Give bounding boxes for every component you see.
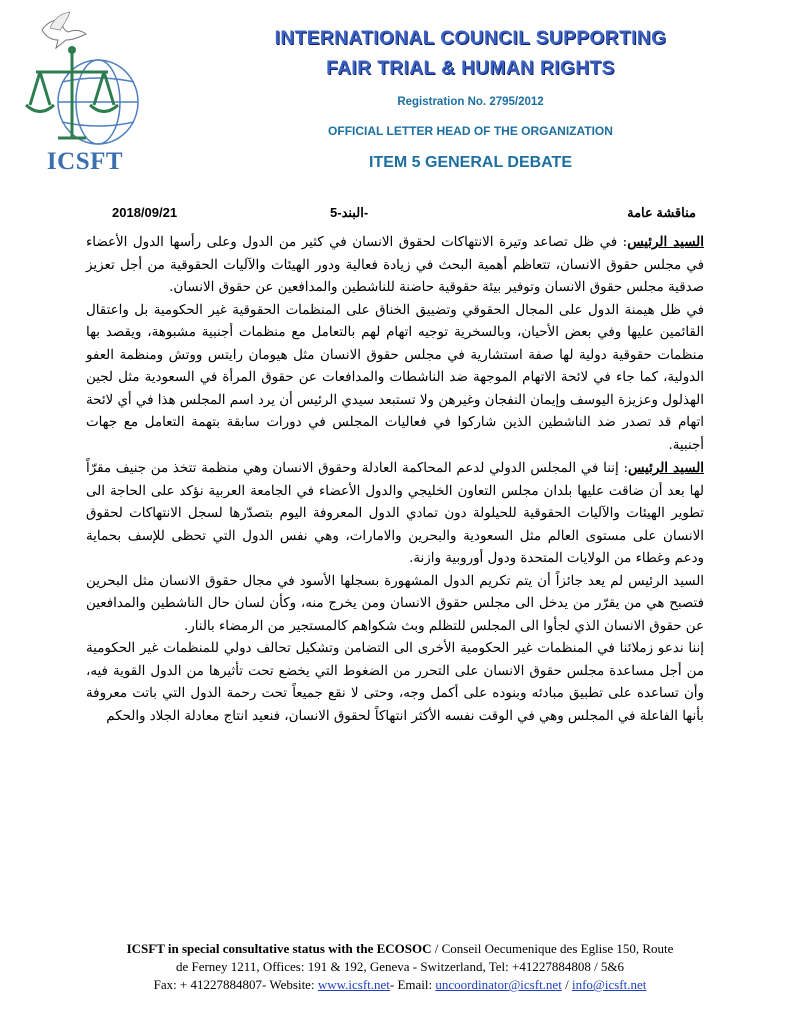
date-row	[0, 205, 791, 227]
fax-label: Fax: + 41227884807- Website:	[153, 977, 318, 992]
footer	[80, 940, 720, 994]
logo-text: ICSFT	[46, 148, 124, 175]
address-part1: / Conseil Oecumenique des Eglise 150, Route	[431, 941, 674, 956]
official-letterhead: OFFICIAL LETTER HEAD OF THE ORGANIZATION	[328, 124, 613, 138]
speaker-label: السيد الرئيس	[627, 234, 704, 250]
registration-number: Registration No. 2795/2012	[397, 96, 544, 108]
email-link-info[interactable]: info@icsft.net	[571, 977, 647, 992]
org-title-line2: FAIR TRIAL & HUMAN RIGHTS	[326, 58, 615, 79]
dove-scales-globe-icon	[20, 10, 140, 150]
item-title: ITEM 5 GENERAL DEBATE	[369, 154, 572, 171]
paragraph-1	[86, 231, 704, 300]
consultative-status: ICSFT in special consultative status with the ECOSOC	[126, 941, 432, 956]
item-label: البند-5-	[330, 205, 369, 220]
paragraph-4: السيد الرئيس لم يعد جائزاً أن يتم تكريم الدول المشهورة بسجلها الأسود في مجال حقوق الانسان مثل البحرين فتصبح هي من يقرّر من يدخل الى مجلس حقوق الانسان ومن يخرج منه، وكأن لسان حال الناشطين والمدافعين عن حقوق الانسان الذي لجأوا الى المجلس للتظلم وبث شكواهم كالمستجير من الرمضاء بالنار.	[86, 573, 704, 634]
footer-line1	[80, 940, 720, 958]
email-label: - Email:	[389, 977, 436, 992]
email-link-coordinator[interactable]: uncoordinator@icsft.net	[435, 977, 562, 992]
speaker-label: السيد الرئيس	[627, 460, 704, 476]
paragraph-2: في ظل هيمنة الدول على المجال الحقوقي وتضييق الخناق على المنظمات الحقوقية غير الحكومية بل واعتقال القائمين عليها وفي بعض الأحيان، وبالسخرية توجيه اتهام لهم بالتعامل مع منظمات أجنبية مشبوهة، ويقصد بها منظمات حقوقية دولية لها صفة استشارية في مجلس حقوق الانسان مثل هيومان رايتس ووتش ومنظمة العفو الدولية، كما جاء في لائحة الاتهام الموجهة ضد الناشطات والمدافعات عن حقوق المرأة في السعودية مثل لجين الهذلول وعزيزة اليوسف وإيمان النفجان وغيرهن ولا تستبعد سيدي الرئيس أن يرد اسم المجلس هذا في أي لائحة اتهام قد تصدر ضد الناشطين الذين شاركوا في فعاليات المجلس في دورات سابقة بتهمة التعامل مع جهات أجنبية.	[86, 302, 704, 453]
website-link[interactable]: www.icsft.net	[317, 977, 390, 992]
org-title-line1: INTERNATIONAL COUNCIL SUPPORTING	[274, 28, 667, 49]
document-date: 2018/09/21	[112, 205, 178, 220]
paragraph-text: : إننا في المجلس الدولي لدعم المحاكمة العادلة وحقوق الانسان وهي منظمة تتخذ من جنيف مقرّاً لها بعد أن ضاقت عليها بلدان مجلس التعاون الخليجي والدول الأعضاء في الجامعة العربية نؤكد على الحاجة الى تطوير الهيئات والآليات الحقوقية للحيلولة دون تمادي الدول المعروفة اليوم بتصدّرها لسجل الانتهاكات لحقوق الانسان على مستوى العالم مثل السعودية والبحرين والامارات، وهي نفس الدول التي تحظى للإسف بحماية ودعم وغطاء من الولايات المتحدة ودول أوروبية وازنة.	[86, 461, 704, 566]
paragraph-3	[86, 457, 704, 571]
general-debate-label: مناقشة عامة	[627, 205, 696, 220]
statement-body	[86, 231, 704, 728]
paragraph-text: : في ظل تصاعد وتيرة الانتهاكات لحقوق الانسان في كثير من الدول وعلى رأسها الدول الأعضاء في مجلس حقوق الانسان، تتعاظم أهمية البحث في زيادة فعالية ودور الهيئات والآليات الحقوقية من أجل تعزيز صدقية مجلس حقوق الانسان وتوفير بيئة حقوقية حاضنة للناشطين والمدافعين عن حقوق الانسان.	[86, 235, 704, 295]
footer-line2: de Ferney 1211, Offices: 191 & 192, Geneva - Switzerland, Tel: +41227884808 / 5&6	[175, 959, 625, 974]
email-separator: /	[561, 977, 572, 992]
footer-line3	[80, 976, 720, 994]
paragraph-5: إننا ندعو زملائنا في المنظمات غير الحكومية الأخرى الى التضامن وتشكيل تحالف دولي للمنظمات غير الحكومية من أجل مساعدة مجلس حقوق الانسان على التحرر من الضغوط التي يخضع تحت تأثيرها من الدول القوية فيه، وأن تساعده على تطبيق مبادئه وبنوده على أكمل وجه، وحتى لا نقع جميعاً تحت رحمة الدول التي باتت معروفة بأنها الفاعلة في المجلس وهي في الوقت نفسه الأكثر انتهاكاً لحقوق الانسان، فنعيد انتاج معادلة الجلاد والحكم	[86, 641, 704, 724]
